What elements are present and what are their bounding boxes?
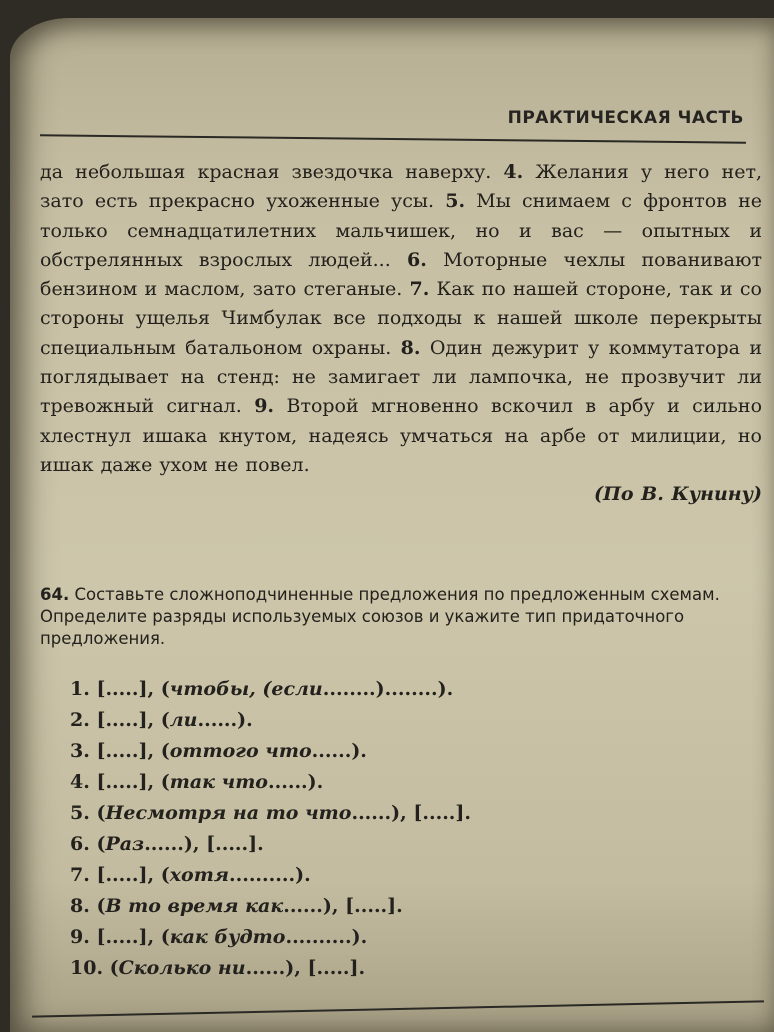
scheme-number: 5. bbox=[70, 802, 97, 824]
scheme-punctuation: [.....], ( bbox=[96, 864, 170, 886]
conjunction: так что bbox=[169, 771, 268, 793]
scheme-punctuation: [.....], ( bbox=[96, 740, 170, 762]
conjunction: чтобы, (если bbox=[169, 678, 323, 700]
sentence-text: Мы снимаем с фронтов не только семнадцатилетних мальчишек, но и вас — опытных и обстрелянных взрослых людей... bbox=[40, 190, 762, 271]
scheme-number: 1. bbox=[70, 678, 97, 700]
conjunction: оттого что bbox=[169, 740, 312, 762]
scheme-punctuation: ..........). bbox=[285, 926, 368, 948]
sentence-number: 8. bbox=[400, 336, 421, 359]
scheme-item bbox=[70, 953, 471, 984]
sentence-number: 6. bbox=[407, 248, 427, 271]
scheme-number: 9. bbox=[70, 926, 97, 948]
scheme-number: 7. bbox=[70, 864, 97, 886]
exercise-task bbox=[40, 584, 762, 650]
scheme-item bbox=[70, 860, 471, 891]
scheme-punctuation: ( bbox=[109, 957, 119, 979]
sentence-number: 4. bbox=[503, 161, 524, 183]
scheme-formula bbox=[96, 802, 471, 824]
scheme-item bbox=[70, 705, 471, 736]
scheme-formula bbox=[96, 709, 252, 731]
scheme-punctuation: ........)........). bbox=[322, 678, 454, 700]
scheme-formula bbox=[96, 740, 366, 762]
scheme-punctuation: ......). bbox=[311, 740, 367, 762]
exercise-number: 64. bbox=[40, 585, 70, 604]
sentence-number: 7. bbox=[409, 278, 430, 301]
scheme-number: 3. bbox=[70, 740, 97, 762]
scheme-punctuation: [.....], ( bbox=[96, 678, 170, 700]
scheme-item bbox=[70, 922, 471, 953]
scheme-punctuation: ......). bbox=[197, 709, 253, 731]
scheme-punctuation: ......), [.....]. bbox=[283, 895, 403, 917]
conjunction: как будто bbox=[169, 926, 286, 948]
conjunction: хотя bbox=[169, 864, 229, 886]
scheme-list bbox=[70, 674, 471, 984]
sentence-text: Как по нашей стороне, так и со стороны ущелья Чимбулак все подходы к нашей школе перекрыты специальным батальоном охраны. bbox=[40, 278, 762, 359]
sentence-text: Моторные чехлы пованивают бензином и маслом, зато стеганые. bbox=[40, 248, 763, 301]
scheme-formula bbox=[96, 864, 310, 886]
scheme-number: 4. bbox=[70, 771, 97, 793]
scheme-item bbox=[70, 829, 471, 860]
scheme-number: 10. bbox=[70, 957, 110, 979]
scheme-item bbox=[70, 767, 471, 798]
scheme-formula bbox=[96, 771, 323, 793]
excerpt-source: (По В. Кунину) bbox=[593, 483, 762, 506]
scheme-item bbox=[70, 798, 471, 829]
scheme-punctuation: [.....], ( bbox=[96, 926, 170, 948]
footer-rule bbox=[32, 1000, 764, 1017]
scheme-formula bbox=[96, 833, 263, 855]
excerpt-body bbox=[40, 161, 762, 476]
scheme-item bbox=[70, 891, 471, 922]
scheme-number: 6. bbox=[70, 833, 97, 855]
scheme-formula bbox=[96, 678, 453, 700]
book-page bbox=[10, 18, 774, 1032]
scheme-formula bbox=[110, 957, 365, 979]
scheme-punctuation: ......). bbox=[267, 771, 324, 793]
scheme-punctuation: ......), [.....]. bbox=[351, 802, 472, 824]
scheme-number: 2. bbox=[70, 709, 97, 731]
scheme-formula bbox=[96, 895, 402, 917]
conjunction: В то время как bbox=[105, 895, 284, 917]
scheme-item bbox=[70, 674, 471, 705]
header-rule bbox=[40, 134, 746, 143]
sentence-number: 9. bbox=[254, 395, 275, 418]
conjunction: Раз bbox=[105, 833, 145, 855]
scheme-number: 8. bbox=[70, 895, 97, 917]
scheme-punctuation: [.....], ( bbox=[96, 709, 170, 731]
sentence-text: Желания у него нет, зато есть прекрасно ухоженные усы. bbox=[40, 161, 763, 213]
sentence-text: да небольшая красная звездочка наверху. bbox=[40, 161, 504, 183]
scheme-punctuation: ( bbox=[96, 895, 106, 917]
scheme-punctuation: ..........). bbox=[228, 864, 311, 886]
sentence-text: Один дежурит у коммутатора и поглядывает на стенд: не замигает ли лампочка, не прозвучит ли тревожный сигнал. bbox=[40, 336, 762, 418]
excerpt-paragraph bbox=[40, 158, 762, 510]
exercise-instructions: Составьте сложноподчиненные предложения по предложенным схемам. Определите разряды используемых союзов и укажите тип придаточного предложения. bbox=[40, 585, 720, 648]
conjunction: Сколько ни bbox=[118, 957, 246, 979]
scheme-punctuation: ......), [.....]. bbox=[144, 833, 264, 855]
scheme-punctuation: ( bbox=[96, 833, 106, 855]
scheme-formula bbox=[96, 926, 367, 948]
conjunction: Несмотря на то что bbox=[105, 802, 352, 824]
scheme-punctuation: ......), [.....]. bbox=[245, 957, 366, 979]
scheme-punctuation: [.....], ( bbox=[96, 771, 170, 793]
sentence-number: 5. bbox=[445, 190, 466, 213]
page-header: ПРАКТИЧЕСКАЯ ЧАСТЬ bbox=[507, 108, 744, 128]
sentence-text: Второй мгновенно вскочил в арбу и сильно хлестнул ишака кнутом, надеясь умчаться на арбе от милиции, но ишак даже ухом не повел. bbox=[40, 395, 763, 476]
conjunction: ли bbox=[169, 709, 198, 731]
scheme-item bbox=[70, 736, 471, 767]
scheme-punctuation: ( bbox=[96, 802, 106, 824]
